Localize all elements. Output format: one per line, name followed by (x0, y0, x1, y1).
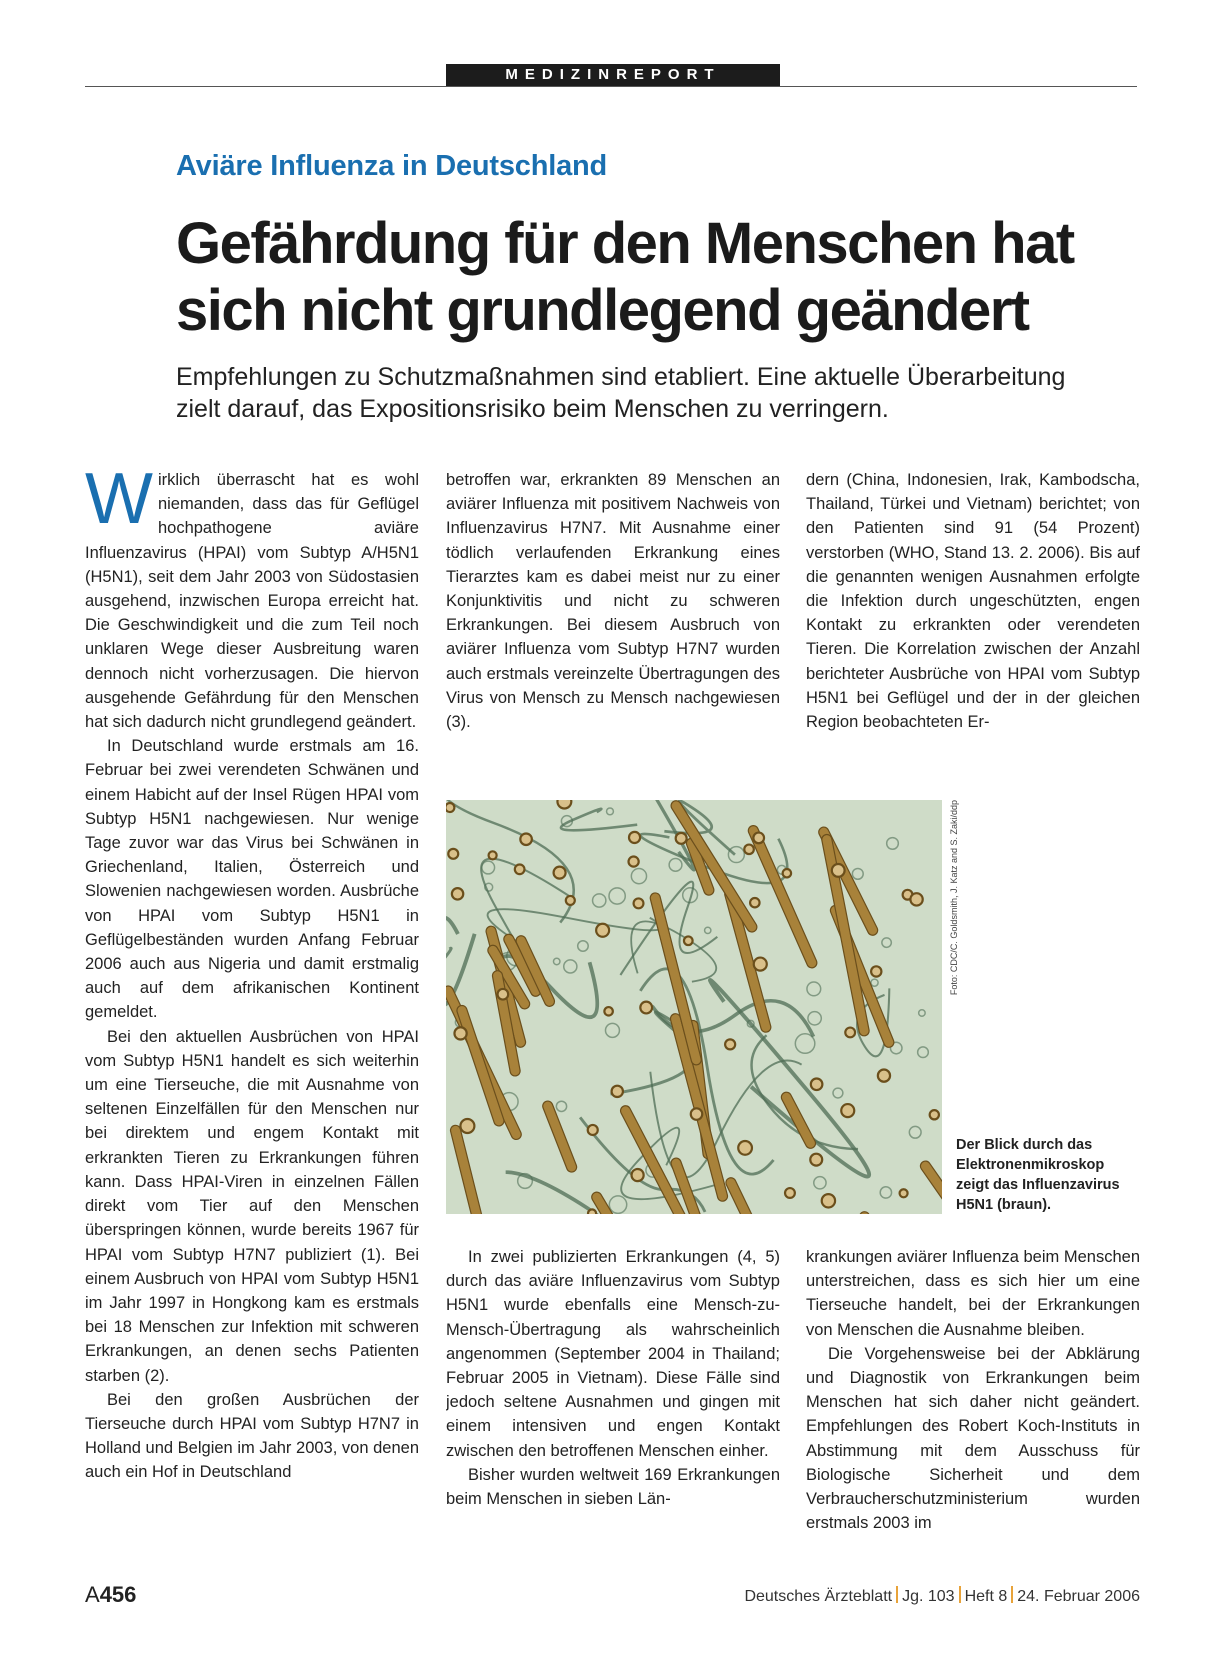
caption-line-3: zeigt das Influenzavirus (956, 1177, 1120, 1193)
virion (871, 966, 881, 976)
drop-cap: W (85, 468, 153, 539)
caption-line-4: H5N1 (braun). (956, 1197, 1052, 1213)
virion (930, 1110, 939, 1119)
journal-volume: Jg. 103 (902, 1588, 955, 1605)
virion (783, 869, 791, 877)
virion (878, 1070, 890, 1082)
virion (841, 1104, 854, 1117)
body-column-2-bottom (446, 1245, 780, 1558)
lead-line-1: Empfehlungen zu Schutzmaßnahmen sind etabliert. Eine aktuelle Überarbeitung (176, 363, 1066, 391)
paragraph-text: irklich überrascht hat es wohl niemanden, dass das für Geflügel hochpathogene aviäre Influenzavirus (HPAI) vom Subtyp A/H5N1 (H5N1), seit dem Jahr 2003 von Südostasien ausgehend, inzwischen Europa erreicht hat. Die Geschwindigkeit und die zum Teil noch unklaren Wege dieser Ausbreitung waren dennoch nicht vorherzusagen. Die hiervon ausgehende Gefährdung für den Menschen hat sich dadurch nicht grundlegend geändert. (85, 471, 419, 732)
body-paragraph: krankungen aviärer Influenza beim Menschen unterstreichen, dass es sich hier um eine Tierseuche handelt, bei der Erkrankungen von Menschen die Ausnahme bleiben. (806, 1248, 1140, 1339)
virion (566, 896, 575, 905)
body-column-2-top (446, 468, 780, 758)
footer-separator (1011, 1586, 1013, 1603)
journal-name: Deutsches Ärzteblatt (744, 1588, 893, 1605)
body-paragraph: In Deutschland wurde erstmals am 16. Februar bei zwei verendeten Schwänen und einem Habicht auf der Insel Rügen HPAI vom Subtyp H5N1 nachgewiesen. Nur wenige Tage zuvor war das Virus bei Schwänen in Griechenland, Italien, Österreich und Slowenien nachgewiesen worden. Ausbrüche von HPAI vom Subtyp H5N1 in Geflügelbeständen wurden Anfang Februar 2006 auch aus Nigeria und damit erstmalig auch auf dem afrikanischen Kontinent gemeldet. (85, 737, 419, 1022)
virion (691, 1108, 702, 1119)
virion (460, 1119, 474, 1133)
virion (454, 1027, 466, 1039)
body-paragraph: In zwei publizierten Erkrankungen (4, 5) durch das aviäre Influenzavirus vom Subtyp H5N1 wurde ebenfalls eine Mensch-zu-Mensch-Übertragung als wahrscheinlich angenommen (September 2004 in Thailand; Februar 2005 in Vietnam). Diese Fälle sind jedoch seltene Ausnahmen und gingen mit einem intensiven und engen Kontakt zwischen den betroffenen Menschen einher. (446, 1248, 780, 1460)
headline-line-2: sich nicht grundlegend geändert (176, 278, 1029, 343)
body-paragraph: dern (China, Indonesien, Irak, Kambodscha, Thailand, Türkei und Vietnam) berichtet; von den Patienten sind 91 (54 Prozent) verstorben (WHO, Stand 13. 2. 2006). Bis auf die genannten wenigen Ausnahmen erfolgte die Infektion durch ungeschützten, engen Kontakt zu erkrankten oder verendeten Tieren. Die Korrelation zwischen der Anzahl berichteter Ausbrüche von HPAI vom Subtyp H5N1 bei Geflügel und der in der gleichen Region beobachteten Er- (806, 471, 1140, 732)
virion (604, 1007, 612, 1015)
headline-line-1: Gefährdung für den Menschen hat (176, 211, 1074, 276)
body-column-3-top (806, 468, 1140, 758)
virion (446, 803, 454, 812)
body-paragraph (85, 468, 419, 734)
body-column-1 (85, 468, 419, 1558)
journal-issue: Heft 8 (964, 1588, 1008, 1605)
virion (557, 800, 571, 808)
virion (910, 893, 922, 905)
virion (452, 888, 463, 899)
virion (811, 1078, 823, 1090)
section-rubric: MEDIZINREPORT (446, 64, 780, 86)
body-paragraph: Bisher wurden weltweit 169 Erkrankungen beim Menschen in sieben Län- (446, 1465, 780, 1509)
page-number (85, 1582, 136, 1608)
virion (634, 898, 644, 908)
caption-line-2: Elektronenmikroskop (956, 1157, 1105, 1173)
virion (448, 849, 458, 859)
journal-date: 24. Februar 2006 (1017, 1588, 1140, 1605)
article-kicker: Aviäre Influenza in Deutschland (176, 150, 608, 182)
virion (900, 1189, 908, 1197)
body-paragraph: Die Vorgehensweise bei der Abklärung und Diagnostik von Erkrankungen beim Menschen hat sich daher nicht geändert. Empfehlungen des Robert Koch-Instituts in Abstimmung mit dem Ausschuss für Biologische Sicherheit und dem Verbraucherschutzministerium wurden erstmals 2003 im (806, 1344, 1140, 1533)
virion (515, 864, 525, 874)
virion (640, 1002, 652, 1014)
virion (612, 1086, 623, 1097)
virion (738, 1141, 752, 1155)
footer-separator (896, 1586, 898, 1603)
virion (554, 867, 566, 879)
virion (498, 989, 509, 1000)
journal-footer (744, 1586, 1140, 1606)
virion (750, 898, 759, 907)
virion (725, 1039, 735, 1049)
article-lead (176, 361, 1116, 425)
virion (744, 845, 754, 855)
virion (588, 1209, 596, 1214)
virion (845, 1028, 855, 1038)
virion (832, 864, 845, 877)
virion (629, 832, 640, 843)
virion (684, 936, 693, 945)
article-headline (176, 210, 1136, 344)
virion (822, 1194, 835, 1207)
virion (629, 856, 639, 866)
page-prefix: A (85, 1582, 100, 1607)
electron-micrograph-image (446, 800, 942, 1214)
virion (810, 1154, 822, 1166)
micrograph-graphic (446, 800, 942, 1214)
body-column-3-bottom (806, 1245, 1140, 1558)
footer-separator (959, 1586, 961, 1603)
virion (785, 1188, 795, 1198)
body-paragraph: Bei den aktuellen Ausbrüchen von HPAI vom Subtyp H5N1 handelt es sich weiterhin um eine Tierseuche, die mit Ausnahme von seltenen Einzelfällen für den Menschen nur bei direktem und engem Kontakt mit erkrankten Tieren zu Erkrankungen führen kann. Dass HPAI-Viren in einzelnen Fällen direkt vom Tier auf den Menschen überspringen können, wurde bereits 1967 für HPAI vom Subtyp H7N7 publiziert (1). Bei einem Ausbruch von HPAI vom Subtyp H5N1 im Jahr 1997 in Hongkong kam es erstmals bei 18 Menschen zur Infektion mit schweren Erkrankungen, an denen sechs Patienten starben (2). (85, 1027, 419, 1385)
caption-line-1: Der Blick durch das (956, 1137, 1093, 1153)
virion (588, 1125, 598, 1135)
photo-credit (949, 800, 963, 1000)
virion (596, 924, 609, 937)
virion (753, 833, 764, 844)
page-number-value: 456 (99, 1582, 137, 1607)
body-paragraph: betroffen war, erkrankten 89 Menschen an aviärer Influenza mit positivem Nachweis von Influenzavirus H7N7. Mit Ausnahme einer tödlich verlaufenden Erkrankung eines Tierarztes kam es dabei meist nur zu einer Konjunktivitis und nicht zu schweren Erkrankungen. Bei diesem Ausbruch von aviärer Influenza vom Subtyp H7N7 wurden auch erstmals vereinzelte Übertragungen des Virus von Mensch zu Mensch nachgewiesen (3). (446, 471, 780, 732)
lead-line-2: zielt darauf, das Expositionsrisiko beim Menschen zu verringern. (176, 395, 889, 423)
body-paragraph: Bei den großen Ausbrüchen der Tierseuche durch HPAI vom Subtyp H7N7 in Holland und Belgien im Jahr 2003, von denen auch ein Hof in Deutschland (85, 1390, 419, 1482)
photo-credit-text: Foto: CDC/C. Goldsmith, J. Katz and S. Zaki/ddp (949, 800, 959, 996)
virion (632, 1169, 644, 1181)
header-rule (85, 86, 1137, 87)
virion (520, 833, 532, 845)
figure-caption (956, 1135, 1146, 1215)
virion (754, 958, 767, 971)
virion (676, 833, 687, 844)
virion (489, 851, 497, 859)
